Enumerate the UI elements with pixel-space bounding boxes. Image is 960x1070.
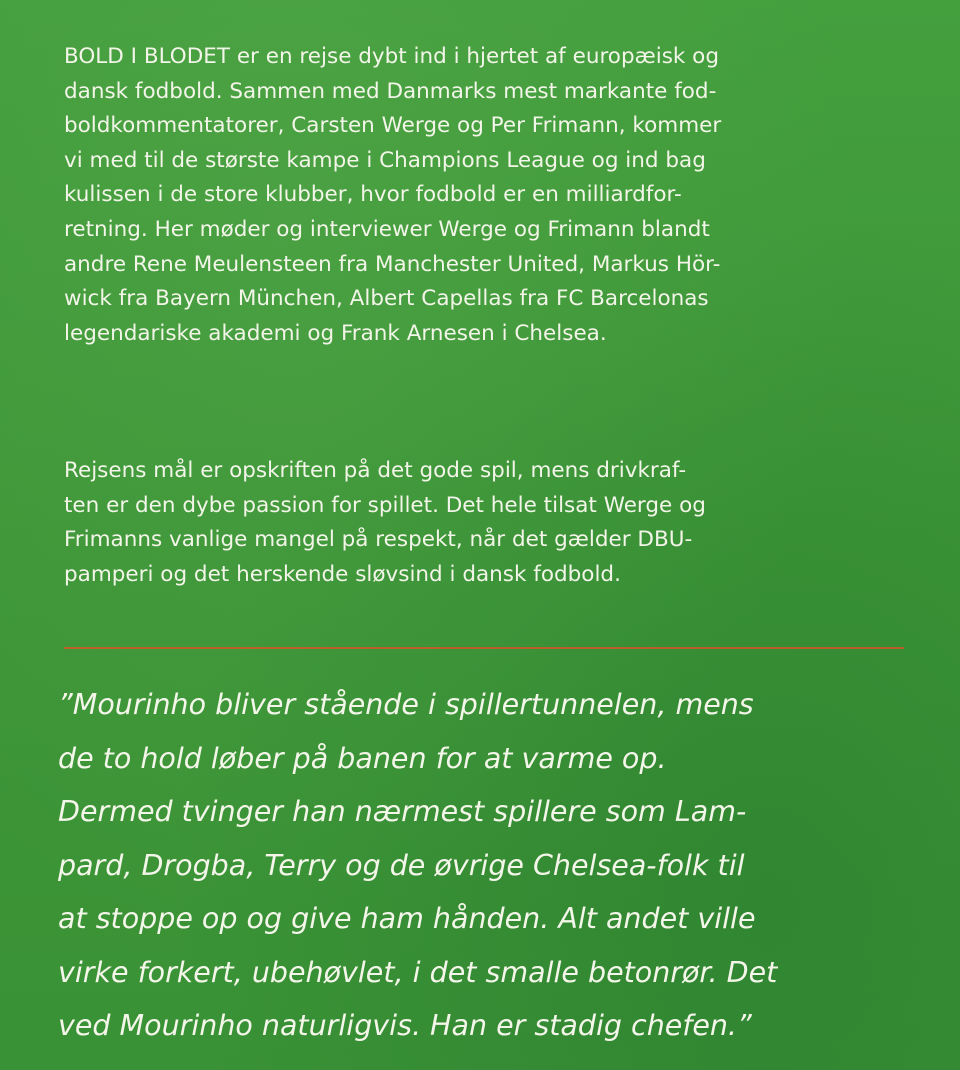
section-divider: [64, 647, 904, 649]
description-paragraph-1: [64, 40, 914, 351]
text-line: retning. Her møder og interviewer Werge og Frimann blandt: [64, 216, 710, 242]
quote-line: virke forkert, ubehøvlet, i det smalle betonrør. Det: [58, 955, 778, 989]
pull-quote: [58, 678, 938, 1053]
text-line: dansk fodbold. Sammen med Danmarks mest markante fod-: [64, 78, 717, 104]
quote-line: ”Mourinho bliver stående i spillertunnelen, mens: [58, 688, 754, 721]
quote-line: Dermed tvinger han nærmest spillere som Lam-: [58, 795, 747, 828]
text-line: andre Rene Meulensteen fra Manchester United, Markus Hör-: [64, 251, 721, 277]
description-paragraph-2: [64, 454, 914, 592]
text-line: vi med til de største kampe i Champions League og ind bag: [64, 147, 706, 173]
quote-line: ved Mourinho naturligvis. Han er stadig chefen.”: [58, 1009, 752, 1042]
quote-line: de to hold løber på banen for at varme op.: [58, 741, 667, 775]
text-line: BOLD I BLODET er en rejse dybt ind i hjertet af europæisk og: [64, 44, 719, 69]
text-line: Rejsens mål er opskriften på det gode spil, mens drivkraf-: [64, 458, 687, 483]
text-line: wick fra Bayern München, Albert Capellas fra FC Barcelonas: [64, 286, 709, 312]
quote-line: at stoppe op og give ham hånden. Alt andet ville: [58, 902, 756, 935]
text-line: boldkommentatorer, Carsten Werge og Per Frimann, kommer: [64, 113, 722, 139]
text-line: ten er den dybe passion for spillet. Det hele tilsat Werge og: [64, 492, 706, 518]
text-line: kulissen i de store klubber, hvor fodbold er en milliardfor-: [64, 182, 682, 208]
quote-line: pard, Drogba, Terry og de øvrige Chelsea-folk til: [58, 848, 745, 882]
text-line: legendariske akademi og Frank Arnesen i Chelsea.: [64, 320, 607, 346]
text-line: pamperi og det herskende sløvsind i dansk fodbold.: [64, 561, 621, 587]
text-line: Frimanns vanlige mangel på respekt, når det gælder DBU-: [64, 527, 693, 553]
